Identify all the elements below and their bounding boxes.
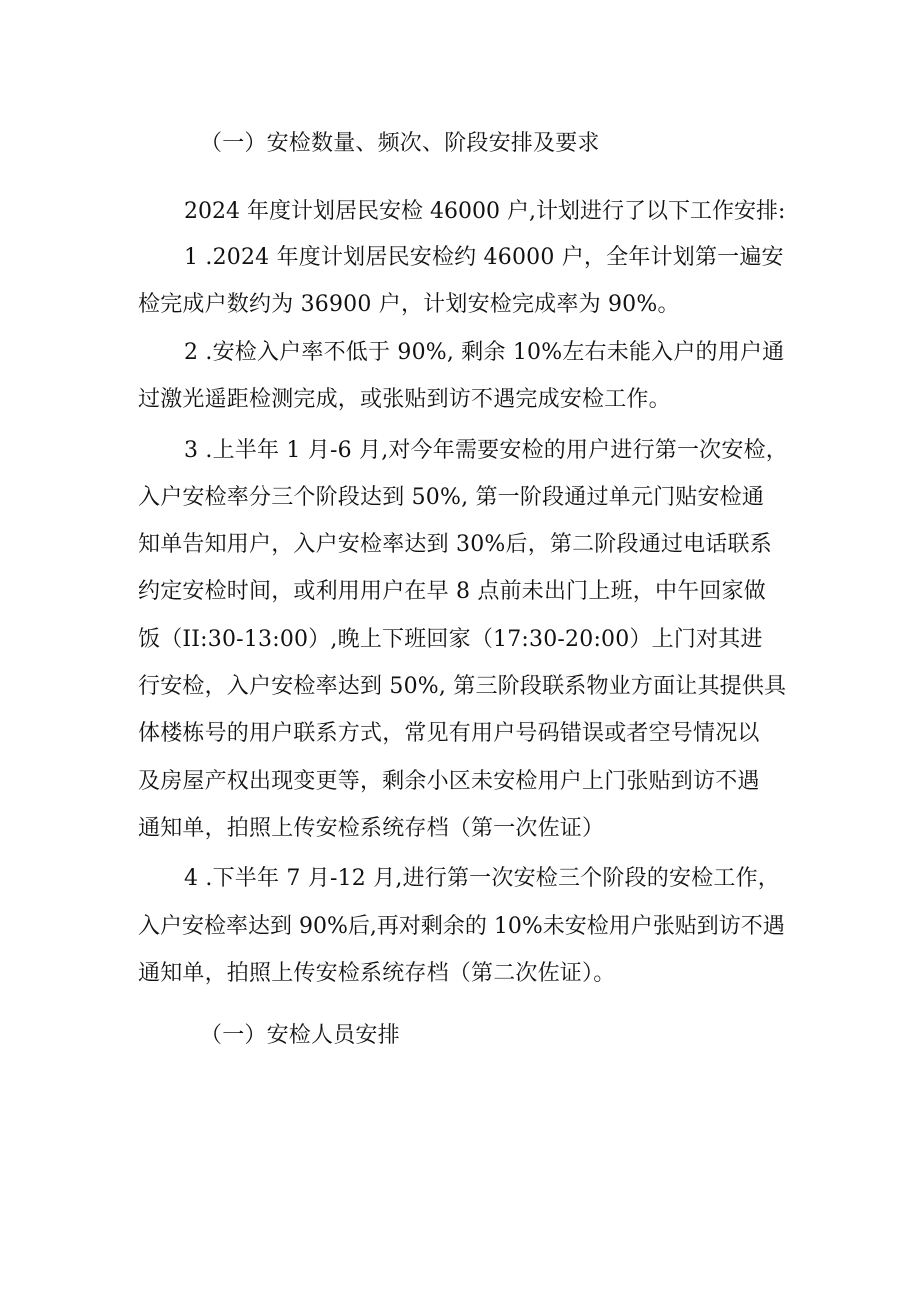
item-1-line-1: 1 .2024 年度计划居民安检约 46000 户，全年计划第一遍安 (184, 245, 784, 270)
item-3-line-9: 通知单，拍照上传安检系统存档（第一次佐证） (138, 816, 605, 841)
item-4-line-1: 4 .下半年 7 月-12 月,进行第一次安检三个阶段的安检工作， (184, 866, 780, 891)
section-heading-2: （一）安检人员安排 (200, 1023, 400, 1048)
item-2-line-1: 2 .安检入户率不低于 90%, 剩余 10%左右未能入户的用户通 (184, 340, 785, 365)
item-3-line-2: 入户安检率分三个阶段达到 50%, 第一阶段通过单元门贴安检通 (138, 485, 765, 510)
item-4-line-2: 入户安检率达到 90%后,再对剩余的 10%未安检用户张贴到访不遇 (138, 914, 785, 939)
item-1-line-2: 检完成户数约为 36900 户，计划安检完成率为 90%。 (138, 292, 680, 317)
item-4-line-3: 通知单，拍照上传安检系统存档（第二次佐证）。 (138, 961, 616, 986)
item-3-line-5: 饭（II:30-13:00）,晚上下班回家（17:30-20:00）上门对其进 (138, 627, 763, 652)
item-3-line-7: 体楼栋号的用户联系方式，常见有用户号码错误或者空号情况以 (138, 721, 760, 746)
item-3-line-6: 行安检，入户安检率达到 50%, 第三阶段联系物业方面让其提供具 (138, 674, 787, 699)
item-3-line-4: 约定安检时间，或利用用户在早 8 点前未出门上班，中午回家做 (138, 579, 766, 604)
item-2-line-2: 过激光遥距检测完成，或张贴到访不遇完成安检工作。 (138, 387, 671, 412)
intro-paragraph: 2024 年度计划居民安检 46000 户,计划进行了以下工作安排: (184, 199, 786, 224)
item-3-line-1: 3 .上半年 1 月-6 月,对今年需要安检的用户进行第一次安检， (184, 438, 788, 463)
item-3-line-8: 及房屋产权出现变更等，剩余小区未安检用户上门张贴到访不遇 (138, 769, 760, 794)
section-heading-1: （一）安检数量、频次、阶段安排及要求 (200, 131, 600, 156)
item-3-line-3: 知单告知用户，入户安检率达到 30%后，第二阶段通过电话联系 (138, 532, 772, 557)
